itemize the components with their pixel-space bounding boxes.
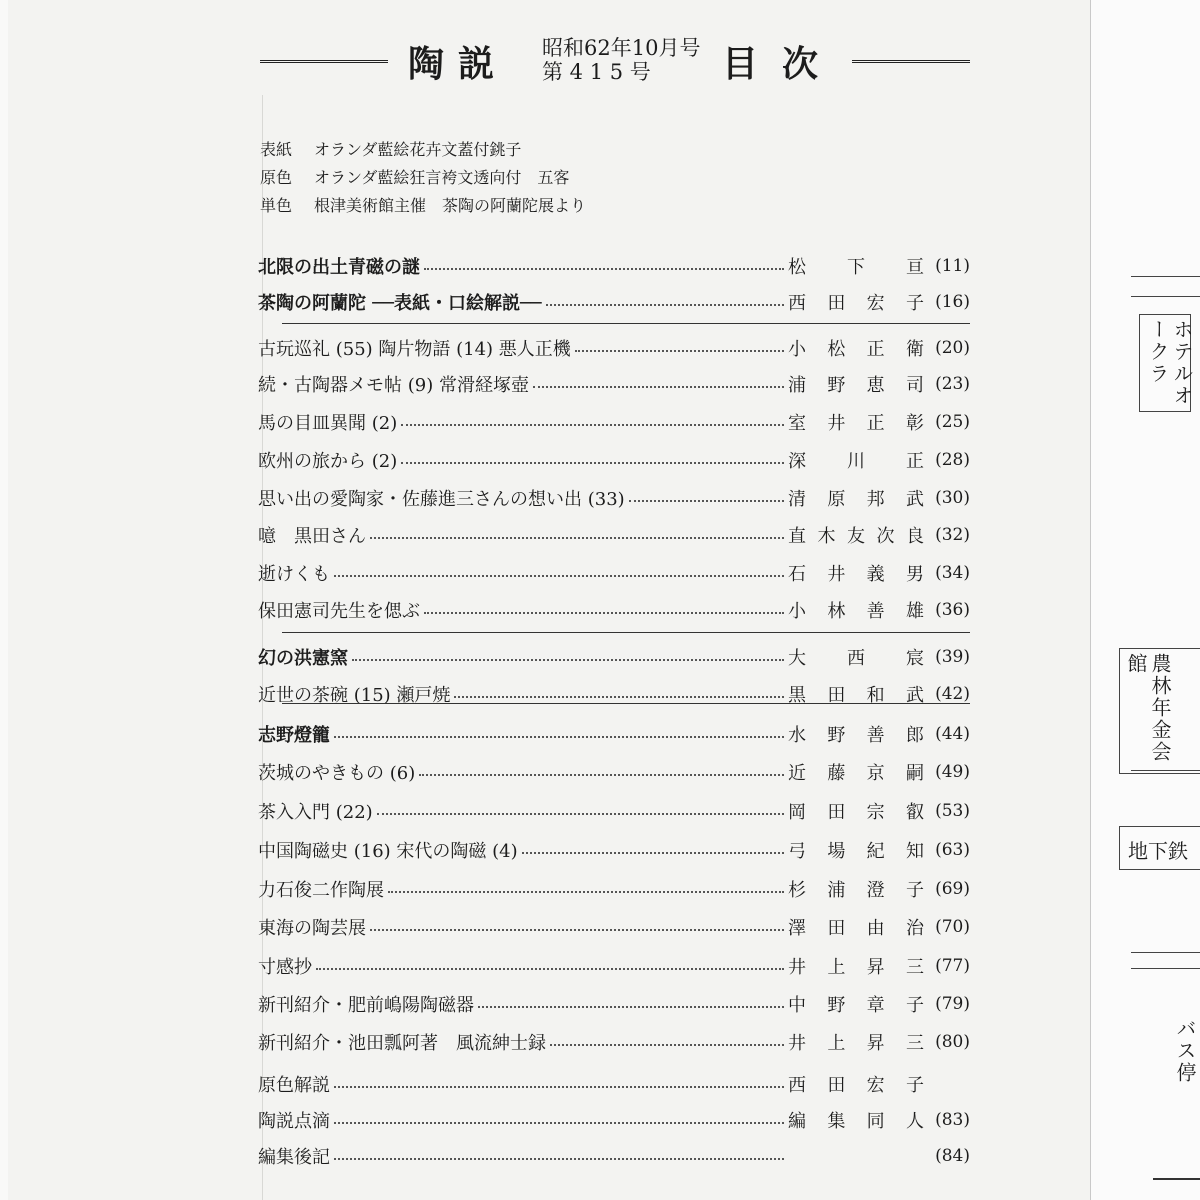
toc-entry-page: (32) [935,525,970,545]
toc-entry-author: 井 上 昇 三 [788,1033,924,1054]
toc-entry-author: 近 藤 京 嗣 [788,763,924,784]
cover-note-label: 単色 [260,196,293,215]
building-map-label [1119,648,1200,774]
toc-entry-title: 馬の目皿異聞 (2) [258,413,398,434]
toc-entry-page: (79) [935,994,970,1014]
toc-entry-title: 古玩巡礼 (55) 陶片物語 (14) 悪人正機 [258,339,571,360]
facing-page-map [1090,0,1200,1200]
toc-heading: 目次 [722,43,843,85]
toc-entry-author: 井 上 昇 三 [788,957,924,978]
leader-dots [401,462,784,464]
toc-entry [258,557,970,589]
leader-dots [334,1158,784,1160]
leader-dots [629,500,784,502]
leader-dots [401,424,784,426]
toc-entry [258,988,970,1020]
toc-entry [258,286,970,318]
cover-note-text: 根津美術館主催 茶陶の阿蘭陀展より [314,196,587,215]
toc-entry [258,873,970,905]
map-road-line [1131,770,1200,771]
toc-entry-page: (49) [935,762,970,782]
toc-entry [258,641,970,673]
toc-entry-author: 編 集 同 人 [788,1111,924,1132]
leader-dots [419,774,784,776]
toc-entry-page: (16) [935,292,970,312]
leader-dots [334,1086,784,1088]
toc-entry-title: 力石俊二作陶展 [258,880,384,901]
issue-info [542,36,700,84]
toc-entry-title: 茶陶の阿蘭陀 ──表紙・口絵解説── [258,293,542,314]
leader-dots [454,696,784,698]
toc-entry-title: 原色解説 [258,1075,330,1096]
toc-entry [258,1140,970,1172]
toc-entry [258,678,970,710]
section-divider [282,323,970,324]
toc-entry-page: (23) [935,374,970,394]
toc-entry-author: 清 原 邦 武 [788,489,924,510]
toc-entry-title: 陶説点滴 [258,1111,330,1132]
toc-entry-page: (70) [935,917,970,937]
toc-entry-title: 幻の洪憲窯 [258,648,348,669]
cover-note [260,136,586,164]
toc-entry-page: (30) [935,488,970,508]
toc-entry-page: (80) [935,1032,970,1052]
toc-header [260,28,970,92]
toc-entry [258,950,970,982]
map-road-line [1131,296,1200,297]
toc-entry-page: (53) [935,801,970,821]
leader-dots [334,575,784,577]
toc-entry-title: 茨城のやきもの (6) [258,763,416,784]
toc-entry [258,368,970,400]
toc-entry [258,519,970,551]
leader-dots [424,612,784,614]
toc-entry-title: 寸感抄 [258,957,312,978]
toc-entry-title: 思い出の愛陶家・佐藤進三さんの想い出 (33) [258,489,625,510]
toc-entry-title: 編集後記 [258,1147,330,1168]
toc-entry [258,444,970,476]
leader-dots [352,659,784,661]
toc-entry-page: (11) [935,256,970,276]
toc-entry-title: 保田憲司先生を偲ぶ [258,601,420,622]
toc-entry-author: 澤 田 由 治 [788,918,924,939]
cover-notes [260,136,586,220]
leader-dots [316,968,784,970]
leader-dots [370,537,784,539]
cover-note-text: オランダ藍絵狂言袴文透向付 五客 [314,168,570,187]
toc-entry-author: 水 野 善 郎 [788,725,924,746]
section-divider [282,703,970,704]
leader-dots [334,1122,784,1124]
toc-entry-author: 石 井 義 男 [788,564,924,585]
toc-entry-author: 大 西 宸 [788,648,924,669]
map-road-line [1153,1178,1200,1180]
magazine-title: 陶説 [408,43,509,85]
toc-entry [258,1104,970,1136]
bus-stop-label: バス停 [1173,1018,1197,1084]
building-name: 農林年金会館 [1124,653,1172,763]
toc-entry-page: (77) [935,956,970,976]
subway-label: 地下鉄 [1128,839,1188,863]
hotel-map-label [1139,314,1194,412]
cover-note-label: 表紙 [260,140,293,159]
toc-entry-author: 小 松 正 衛 [788,339,924,360]
toc-entry-title: 欧州の旅から (2) [258,451,398,472]
cover-note [260,192,586,220]
header-rule-left [260,60,388,63]
toc-entry-page: (42) [935,684,970,704]
map-road-line [1131,952,1200,953]
hotel-name: ホテルオークラ [1146,319,1194,407]
toc-entry-page: (34) [935,563,970,583]
leader-dots [550,1044,784,1046]
leader-dots [334,736,784,738]
toc-entry-page: (20) [935,338,970,358]
map-road-line [1131,968,1200,969]
leader-dots [546,304,784,306]
toc-entry-author: 弓 場 紀 知 [788,841,924,862]
toc-entry-page: (63) [935,840,970,860]
toc-entry-author: 浦 野 恵 司 [788,375,924,396]
toc-entry [258,834,970,866]
toc-entry [258,406,970,438]
toc-entry-author: 岡 田 宗 叡 [788,802,924,823]
toc-entry [258,332,970,364]
toc-entry-title: 近世の茶碗 (15) 瀬戸焼 [258,685,451,706]
toc-entry-title: 茶入入門 (22) [258,802,373,823]
toc-entry-title: 北限の出土青磁の謎 [258,257,420,278]
toc-entry-page: (36) [935,600,970,620]
toc-entry-author: 直 木 友 次 良 [788,526,924,547]
toc-entry [258,1026,970,1058]
toc-entry [258,594,970,626]
toc-entry-page: (28) [935,450,970,470]
toc-entry-page: (44) [935,724,970,744]
toc-entry-author: 杉 浦 澄 子 [788,880,924,901]
toc-entry [258,911,970,943]
toc-entry-author: 小 林 善 雄 [788,601,924,622]
toc-entry-title: 続・古陶器メモ帖 (9) 常滑経塚壺 [258,375,529,396]
toc-entry [258,1068,970,1100]
toc-entry-title: 噫 黒田さん [258,526,366,547]
leader-dots [388,891,784,893]
toc-entry-author: 深 川 正 [788,451,924,472]
toc-entry-page: (39) [935,647,970,667]
toc-entry [258,795,970,827]
toc-entry-title: 新刊紹介・肥前嶋陽陶磁器 [258,995,474,1016]
toc-entry-title: 志野燈籠 [258,725,330,746]
toc-entry-title: 新刊紹介・池田瓢阿著 風流紳士録 [258,1033,546,1054]
toc-entry [258,482,970,514]
cover-note-label: 原色 [260,168,293,187]
toc-entry [258,718,970,750]
issue-number: 第 4 1 5 号 [542,60,651,84]
toc-entry-page: (84) [935,1146,970,1166]
leader-dots [575,350,784,352]
toc-entry [258,756,970,788]
header-rule-right [852,60,970,63]
toc-entry [258,250,970,282]
toc-entry-title: 東海の陶芸展 [258,918,366,939]
toc-entry-author: 黒 田 和 武 [788,685,924,706]
map-road-line [1131,276,1200,277]
toc-entry-page: (25) [935,412,970,432]
toc-entry-author: 室 井 正 彰 [788,413,924,434]
toc-entry-page: (83) [935,1110,970,1130]
leader-dots [533,386,784,388]
toc-entry-page: (69) [935,879,970,899]
leader-dots [522,852,784,854]
toc-entry-author: 松 下 亘 [788,257,924,278]
toc-entry-author: 中 野 章 子 [788,995,924,1016]
leader-dots [478,1006,784,1008]
leader-dots [377,813,784,815]
toc-entry-title: 逝けくも [258,564,330,585]
cover-note [260,164,586,192]
subway-map-label [1119,826,1200,870]
issue-date: 昭和62年10月号 [542,36,701,60]
cover-note-text: オランダ藍絵花卉文蓋付銚子 [314,140,522,159]
leader-dots [424,268,784,270]
toc-entry-author: 西 田 宏 子 [788,293,924,314]
leader-dots [370,929,784,931]
toc-entry-author: 西 田 宏 子 [788,1075,924,1096]
section-divider [282,632,970,633]
toc-entry-title: 中国陶磁史 (16) 宋代の陶磁 (4) [258,841,518,862]
